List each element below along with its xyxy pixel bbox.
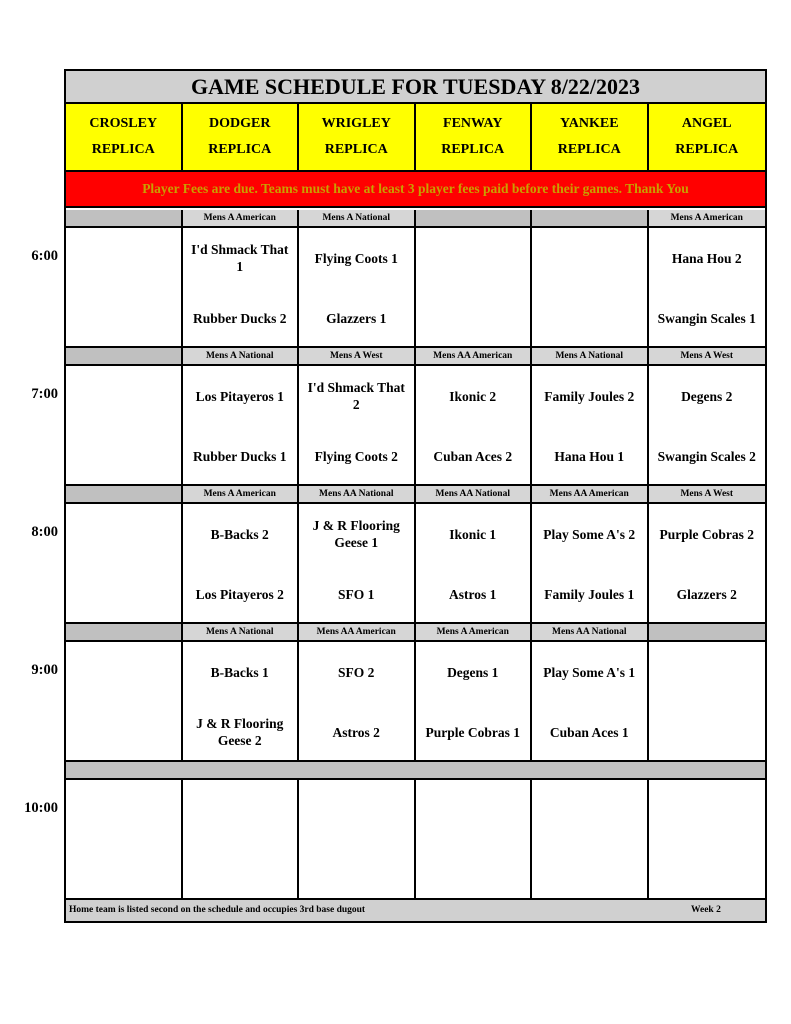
game-cell bbox=[66, 366, 183, 484]
division-label bbox=[66, 210, 183, 226]
home-team: Astros 2 bbox=[332, 724, 380, 740]
away-team: I'd Shmack That 1 bbox=[191, 242, 289, 274]
game-row-700 bbox=[66, 366, 765, 486]
away-team: Ikonic 1 bbox=[449, 526, 497, 542]
away-team: Degens 2 bbox=[681, 388, 733, 404]
game-cell bbox=[416, 642, 533, 760]
division-label: Mens AA National bbox=[532, 624, 649, 640]
home-team bbox=[70, 712, 177, 752]
away-team bbox=[70, 514, 177, 554]
division-label bbox=[66, 624, 183, 640]
game-cell bbox=[416, 366, 533, 484]
field-type: REPLICA bbox=[91, 142, 155, 157]
division-row-900 bbox=[66, 624, 765, 642]
game-cell bbox=[183, 366, 300, 484]
division-label: Mens A American bbox=[416, 624, 533, 640]
home-team: Swangin Scales 1 bbox=[657, 310, 756, 326]
division-label: Mens AA National bbox=[416, 486, 533, 502]
footer-row bbox=[66, 900, 765, 921]
away-team: Degens 1 bbox=[447, 664, 499, 680]
division-label: Mens A National bbox=[183, 348, 300, 364]
fee-notice-banner: Player Fees are due. Teams must have at least 3 player fees paid before their games. Thank You bbox=[66, 172, 765, 208]
division-label: Mens A National bbox=[183, 624, 300, 640]
division-label bbox=[532, 210, 649, 226]
division-label: Mens A American bbox=[183, 210, 300, 226]
division-row-700 bbox=[66, 348, 765, 366]
game-cell bbox=[183, 642, 300, 760]
home-team: J & R Flooring Geese 2 bbox=[196, 716, 284, 748]
game-cell bbox=[66, 228, 183, 346]
away-team bbox=[536, 238, 643, 278]
game-cell bbox=[183, 504, 300, 622]
home-team bbox=[420, 298, 527, 338]
field-header-yankee bbox=[532, 104, 649, 170]
division-label bbox=[66, 348, 183, 364]
game-row-900 bbox=[66, 642, 765, 762]
field-header-fenway bbox=[416, 104, 533, 170]
division-label: Mens A West bbox=[649, 348, 766, 364]
page-title: GAME SCHEDULE FOR TUESDAY 8/22/2023 bbox=[66, 71, 765, 104]
division-row-1000 bbox=[66, 762, 765, 780]
field-name: DODGER bbox=[209, 116, 271, 131]
game-cell bbox=[299, 504, 416, 622]
time-label-800: 8:00 bbox=[31, 524, 58, 540]
game-cell bbox=[532, 642, 649, 760]
field-name: FENWAY bbox=[443, 116, 503, 131]
game-cell bbox=[649, 780, 766, 898]
away-team: Play Some A's 2 bbox=[543, 526, 636, 542]
away-team bbox=[70, 376, 177, 416]
field-type: REPLICA bbox=[557, 142, 621, 157]
field-name: CROSLEY bbox=[89, 116, 158, 131]
game-cell bbox=[66, 780, 183, 898]
field-type: REPLICA bbox=[441, 142, 505, 157]
game-cell bbox=[532, 228, 649, 346]
division-label: Mens A West bbox=[649, 486, 766, 502]
away-team bbox=[70, 238, 177, 278]
division-label bbox=[416, 210, 533, 226]
time-label-600: 6:00 bbox=[31, 248, 58, 264]
away-team: Ikonic 2 bbox=[449, 388, 497, 404]
division-label: Mens AA American bbox=[416, 348, 533, 364]
division-row-800 bbox=[66, 486, 765, 504]
game-cell bbox=[183, 780, 300, 898]
division-label: Mens A National bbox=[532, 348, 649, 364]
division-label bbox=[649, 624, 766, 640]
home-team: Cuban Aces 2 bbox=[433, 448, 513, 464]
game-row-1000 bbox=[66, 780, 765, 900]
away-team: I'd Shmack That 2 bbox=[307, 380, 405, 412]
game-cell bbox=[299, 780, 416, 898]
away-team bbox=[420, 238, 527, 278]
home-team: Glazzers 1 bbox=[326, 310, 387, 326]
game-row-600 bbox=[66, 228, 765, 348]
away-team: Hana Hou 2 bbox=[671, 250, 742, 266]
field-header-angel bbox=[649, 104, 766, 170]
field-type: REPLICA bbox=[208, 142, 272, 157]
game-cell bbox=[532, 366, 649, 484]
field-header-crosley bbox=[66, 104, 183, 170]
game-cell bbox=[649, 642, 766, 760]
away-team: B-Backs 1 bbox=[210, 664, 269, 680]
division-label: Mens AA American bbox=[299, 624, 416, 640]
division-label bbox=[66, 486, 183, 502]
time-label-700: 7:00 bbox=[31, 386, 58, 402]
field-name: YANKEE bbox=[559, 116, 619, 131]
game-cell bbox=[299, 642, 416, 760]
home-team: Rubber Ducks 1 bbox=[192, 448, 287, 464]
home-team: Swangin Scales 2 bbox=[657, 448, 756, 464]
away-team: Los Pitayeros 1 bbox=[195, 388, 284, 404]
field-type: REPLICA bbox=[675, 142, 739, 157]
schedule-sheet bbox=[64, 69, 767, 923]
home-team: SFO 1 bbox=[338, 586, 375, 602]
division-label: Mens AA American bbox=[532, 486, 649, 502]
field-header-wrigley bbox=[299, 104, 416, 170]
field-type: REPLICA bbox=[324, 142, 388, 157]
game-cell bbox=[183, 228, 300, 346]
division-row-600 bbox=[66, 210, 765, 228]
home-team: Cuban Aces 1 bbox=[549, 724, 629, 740]
away-team: SFO 2 bbox=[338, 664, 375, 680]
home-team-note: Home team is listed second on the schedule and occupies 3rd base dugout bbox=[69, 905, 366, 915]
home-team: Los Pitayeros 2 bbox=[195, 586, 284, 602]
game-cell bbox=[416, 504, 533, 622]
game-cell bbox=[66, 504, 183, 622]
away-team: Family Joules 2 bbox=[544, 388, 635, 404]
away-team bbox=[653, 652, 762, 692]
time-label-1000: 10:00 bbox=[24, 800, 58, 816]
away-team: Play Some A's 1 bbox=[543, 664, 636, 680]
game-cell bbox=[299, 228, 416, 346]
field-name: ANGEL bbox=[681, 116, 732, 131]
home-team bbox=[536, 298, 643, 338]
home-team bbox=[653, 712, 762, 752]
home-team: Flying Coots 2 bbox=[314, 448, 398, 464]
division-label: Mens A American bbox=[183, 486, 300, 502]
home-team: Astros 1 bbox=[449, 586, 497, 602]
home-team bbox=[70, 298, 177, 338]
away-team: J & R Flooring Geese 1 bbox=[312, 518, 400, 550]
home-team: Glazzers 2 bbox=[676, 586, 737, 602]
game-cell bbox=[416, 228, 533, 346]
division-label: Mens A National bbox=[299, 210, 416, 226]
home-team bbox=[70, 436, 177, 476]
division-label: Mens AA National bbox=[299, 486, 416, 502]
home-team: Family Joules 1 bbox=[544, 586, 635, 602]
division-label: Mens A West bbox=[299, 348, 416, 364]
game-cell bbox=[532, 504, 649, 622]
time-label-900: 9:00 bbox=[31, 662, 58, 678]
game-cell bbox=[299, 366, 416, 484]
game-cell bbox=[66, 642, 183, 760]
division-label: Mens A American bbox=[649, 210, 766, 226]
game-cell bbox=[649, 504, 766, 622]
home-team: Rubber Ducks 2 bbox=[192, 310, 287, 326]
away-team: Flying Coots 1 bbox=[314, 250, 398, 266]
week-label: Week 2 bbox=[691, 905, 721, 915]
field-header-row bbox=[66, 104, 765, 172]
game-cell bbox=[532, 780, 649, 898]
away-team: Purple Cobras 2 bbox=[659, 526, 754, 542]
game-cell bbox=[649, 366, 766, 484]
game-cell bbox=[416, 780, 533, 898]
game-cell bbox=[649, 228, 766, 346]
home-team: Hana Hou 1 bbox=[554, 448, 625, 464]
field-header-dodger bbox=[183, 104, 300, 170]
away-team bbox=[70, 652, 177, 692]
home-team bbox=[70, 574, 177, 614]
field-name: WRIGLEY bbox=[321, 116, 391, 131]
away-team: B-Backs 2 bbox=[210, 526, 269, 542]
game-row-800 bbox=[66, 504, 765, 624]
home-team: Purple Cobras 1 bbox=[425, 724, 520, 740]
